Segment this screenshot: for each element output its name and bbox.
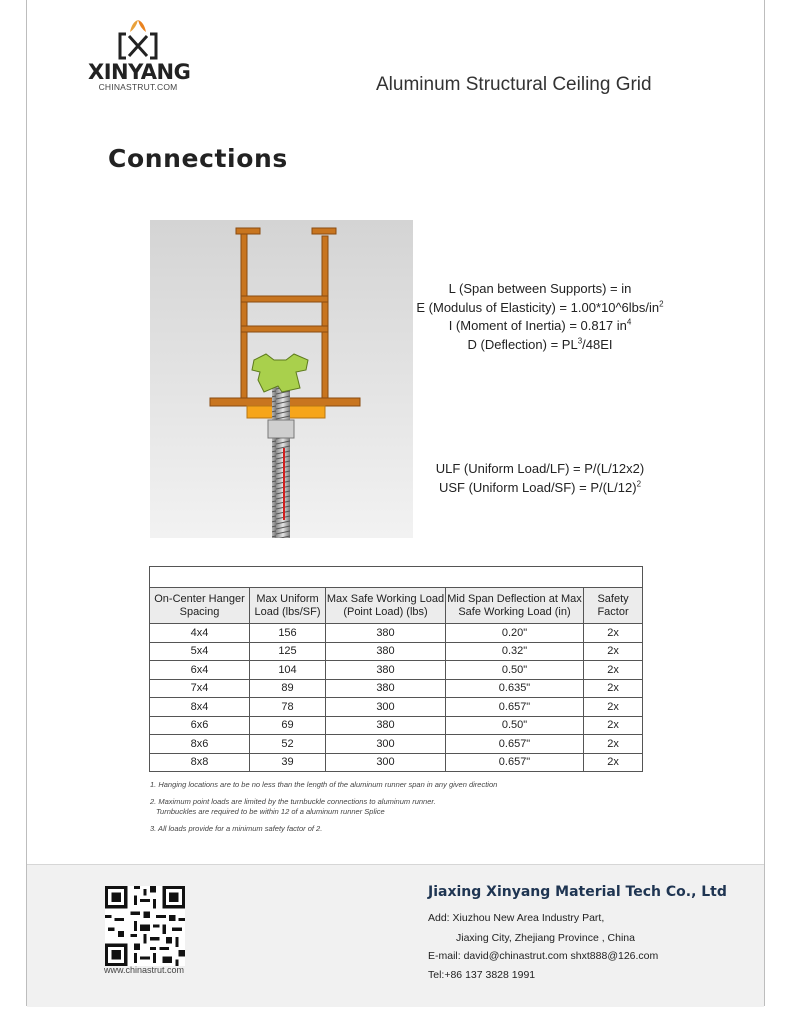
table-cell: 2x: [584, 642, 643, 661]
col-header-deflection: Mid Span Deflection at Max Safe Working Load (in): [446, 588, 584, 624]
table-cell: 0.50": [446, 661, 584, 680]
note-1: 1. Hanging locations are to be no less than the length of the aluminum runner span in any given direction: [150, 780, 498, 789]
formula-inertia: I (Moment of Inertia) = 0.817 $in^4$: [448, 317, 632, 333]
table-row: [150, 698, 643, 717]
table-cell: 2x: [584, 698, 643, 717]
formula-ulf: ULF (Uniform Load/LF) = P/(L/12x2): [435, 461, 645, 476]
table-cell: 380: [326, 679, 446, 698]
table-cell: 4x4: [150, 624, 250, 643]
table-cell: 0.20": [446, 624, 584, 643]
table-cell: 5x4: [150, 642, 250, 661]
table-cell: 0.657": [446, 735, 584, 754]
table-cell: 300: [326, 735, 446, 754]
table-cell: 0.657": [446, 753, 584, 772]
table-cell: 6x6: [150, 716, 250, 735]
table-row: [150, 716, 643, 735]
table-cell: 0.32": [446, 642, 584, 661]
qr-caption: www.chinastrut.com: [104, 965, 185, 975]
formula-deflection: D (Deflection) = $PL^3/48EI$: [467, 336, 613, 352]
brand-name: XINYANG: [88, 60, 191, 84]
table-cell: 39: [250, 753, 326, 772]
document-title: Aluminum Structural Ceiling Grid: [376, 74, 652, 95]
table-cell: 380: [326, 661, 446, 680]
col-header-safety: Safety Factor: [584, 588, 643, 624]
table-cell: 0.635": [446, 679, 584, 698]
formula-usf: USF (Uniform Load/SF) = $P/(L/12)^2$: [438, 479, 642, 495]
table-cell: 156: [250, 624, 326, 643]
xinyang-logo-icon: [116, 18, 160, 60]
table-cell: 104: [250, 661, 326, 680]
table-cell: 8x6: [150, 735, 250, 754]
table-cell: 380: [326, 624, 446, 643]
table-cell: 380: [326, 716, 446, 735]
table-row: [150, 624, 643, 643]
table-cell: 0.657": [446, 698, 584, 717]
table-cell: 69: [250, 716, 326, 735]
phone-line[interactable]: Tel:+86 137 3828 1991: [428, 969, 536, 981]
table-cell: 2x: [584, 753, 643, 772]
table-cell: 0.50": [446, 716, 584, 735]
load-formulas: [370, 460, 710, 497]
table-cell: 380: [326, 642, 446, 661]
address-line-2: Jiaxing City, Zhejiang Province , China: [456, 932, 635, 944]
section-heading: Connections: [108, 144, 288, 173]
table-header-row: [150, 588, 643, 624]
table-cell: 125: [250, 642, 326, 661]
address-line-1: Add: Xiuzhou New Area Industry Part,: [428, 912, 605, 924]
table-cell: 300: [326, 698, 446, 717]
table-row: [150, 642, 643, 661]
table-cell: 2x: [584, 679, 643, 698]
hex-nut: [268, 420, 294, 438]
col-header-uniform-load: Max Uniform Load (lbs/SF): [250, 588, 326, 624]
table-cell: 6x4: [150, 661, 250, 680]
table-row: [150, 753, 643, 772]
col-header-spacing: On-Center Hanger Spacing: [150, 588, 250, 624]
table-cell: 2x: [584, 661, 643, 680]
brand-site: CHINASTRUT.COM: [98, 82, 178, 92]
table-cell: 52: [250, 735, 326, 754]
table-cell: 300: [326, 753, 446, 772]
table-cell: 89: [250, 679, 326, 698]
table-cell: 2x: [584, 735, 643, 754]
qr-code-icon: [105, 886, 185, 966]
table-title-row: [150, 567, 643, 588]
email-line[interactable]: E-mail: david@chinastrut.com shxt888@126.com: [428, 950, 659, 962]
company-logo: [88, 18, 191, 92]
load-table: [149, 566, 643, 772]
deflection-formulas: [370, 280, 710, 354]
note-3: 3. All loads provide for a minimum safety factor of 2.: [150, 824, 323, 833]
col-header-working-load: Max Safe Working Load (Point Load) (lbs): [326, 588, 446, 624]
table-cell: 8x8: [150, 753, 250, 772]
table-row: [150, 735, 643, 754]
table-row: [150, 661, 643, 680]
table-cell: 7x4: [150, 679, 250, 698]
table-row: [150, 679, 643, 698]
table-cell: 78: [250, 698, 326, 717]
formula-span: L (Span between Supports) = in: [448, 281, 632, 296]
note-2: 2. Maximum point loads are limited by the turnbuckle connections to aluminum runner. Turnbuckles are required to be within 12 of a aluminum runner Splice: [150, 797, 436, 816]
table-cell: 2x: [584, 716, 643, 735]
company-name: Jiaxing Xinyang Material Tech Co., Ltd: [428, 884, 727, 900]
table-notes: [150, 780, 497, 841]
table-cell: 2x: [584, 624, 643, 643]
formula-modulus: E (Modulus of Elasticity) = $1.00*10\^{}6lbs/in^2$: [416, 299, 664, 315]
table-cell: 8x4: [150, 698, 250, 717]
